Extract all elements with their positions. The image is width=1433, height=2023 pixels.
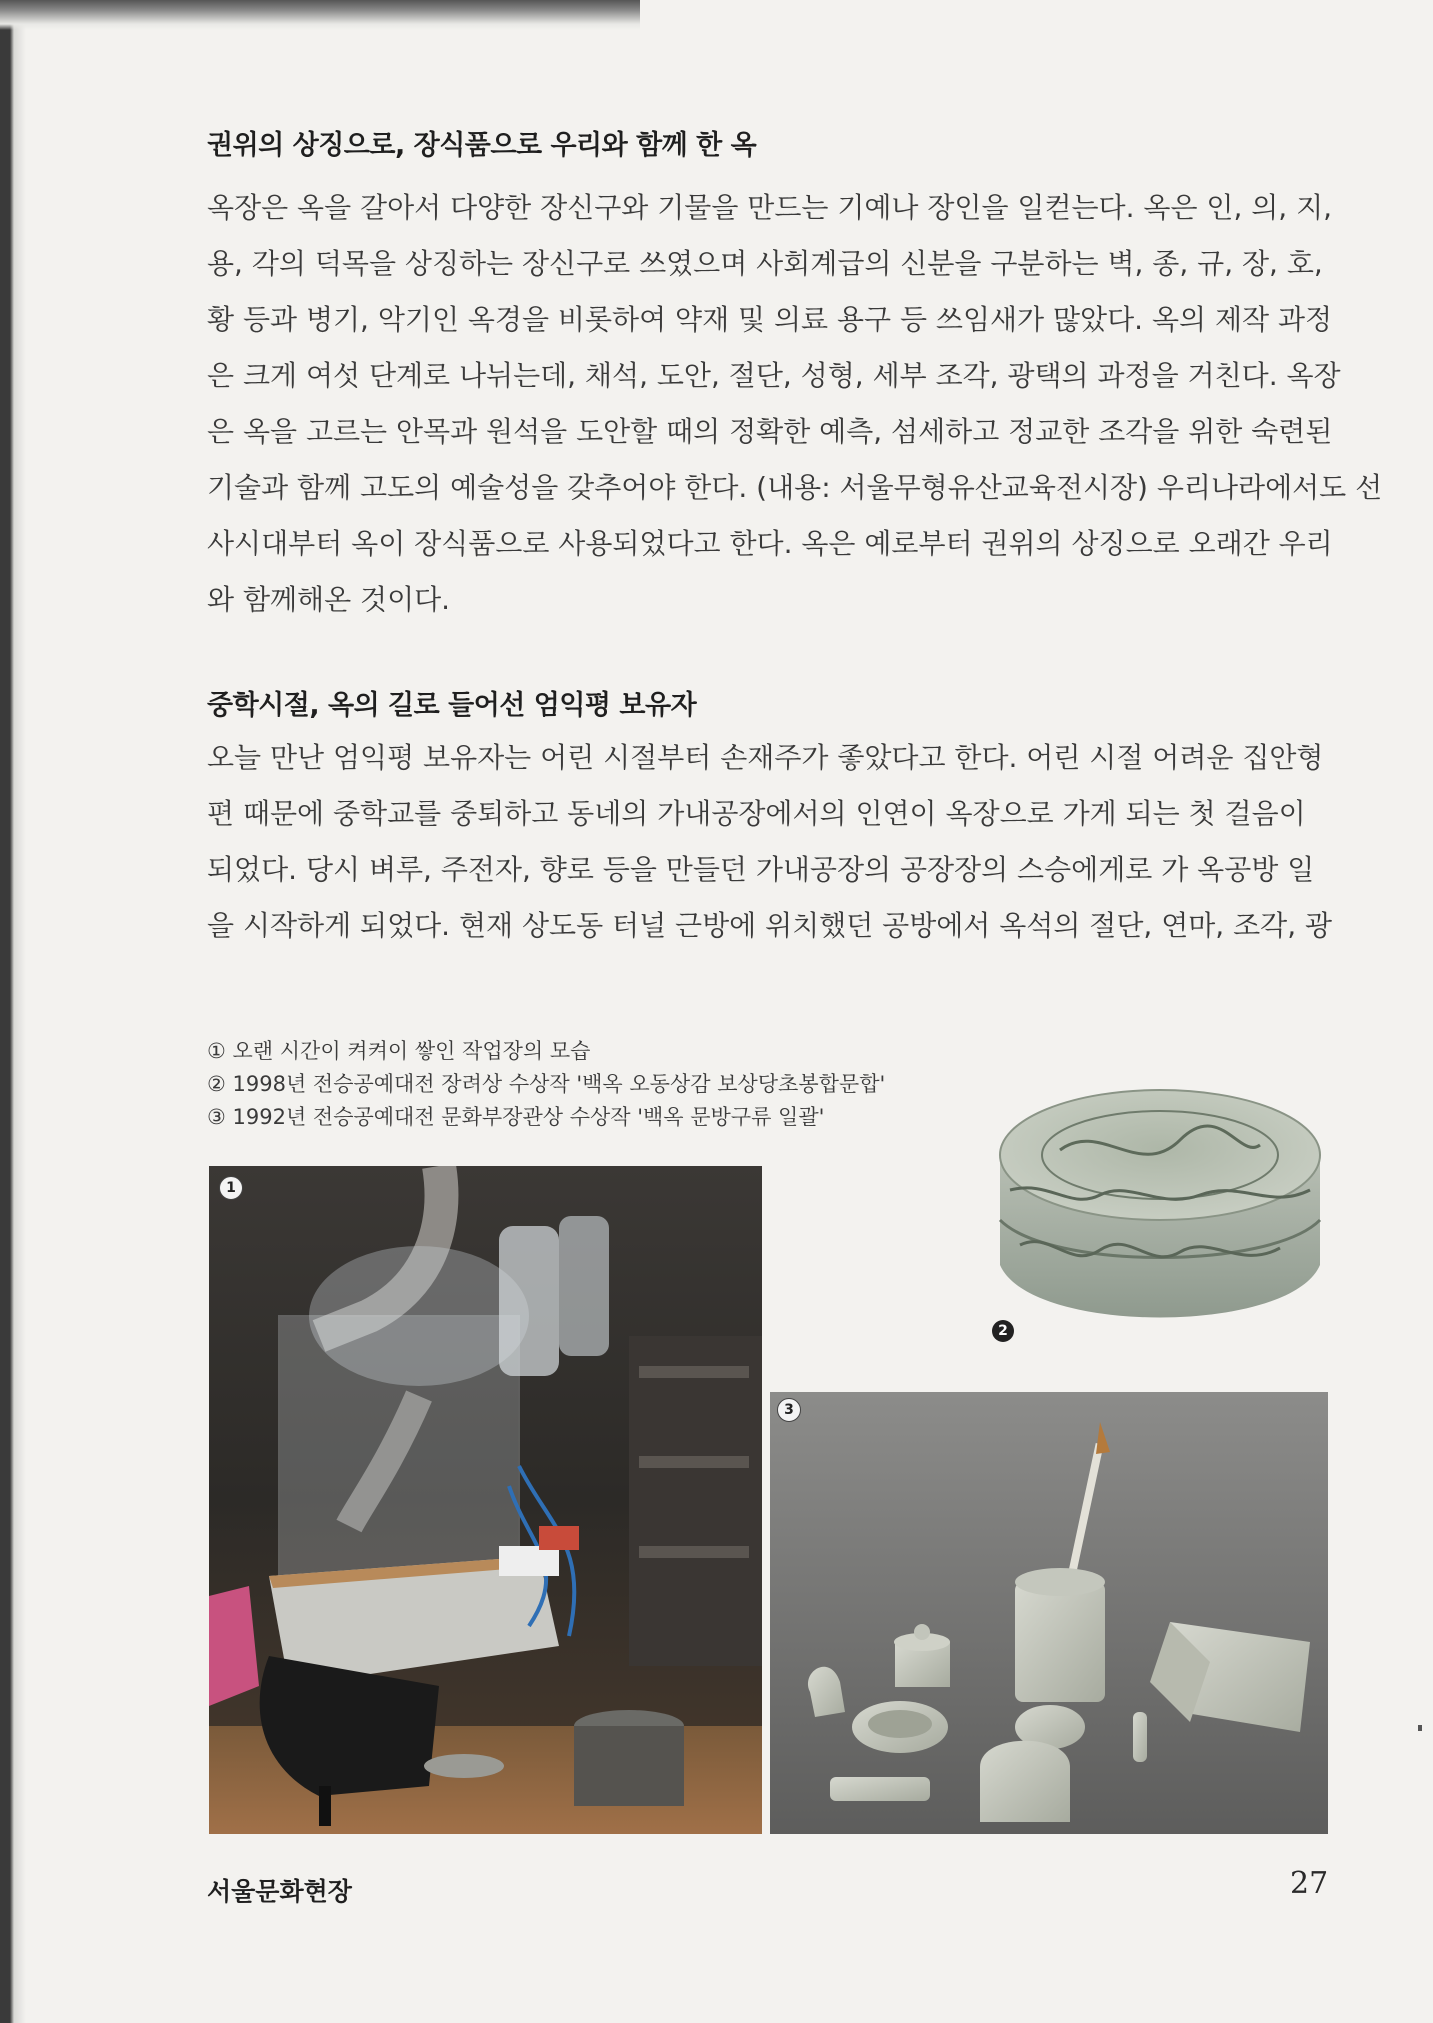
section1-body (207, 180, 1383, 628)
section1-line: 은 크게 여섯 단계로 나뉘는데, 채석, 도안, 절단, 성형, 세부 조각, 광택의 과정을 거친다. 옥장 (207, 359, 1341, 392)
jade-stationery-illustration (770, 1392, 1328, 1834)
section1-line: 기술과 함께 고도의 예술성을 갖추어야 한다. (내용: 서울무형유산교육전시장) 우리나라에서도 선 (207, 471, 1383, 504)
caption-1: ① 오랜 시간이 켜켜이 쌓인 작업장의 모습 (207, 1039, 591, 1063)
photo-jade-box (990, 1070, 1330, 1350)
photo-jade-stationery (770, 1392, 1328, 1834)
photo-captions (207, 1035, 885, 1134)
jade-box-illustration (990, 1070, 1330, 1350)
section2-heading: 중학시절, 옥의 길로 들어선 엄익평 보유자 (207, 690, 697, 721)
caption-2: ② 1998년 전승공예대전 장려상 수상작 '백옥 오동상감 보상당초봉합문합' (207, 1072, 886, 1096)
scan-speck (1418, 1725, 1422, 1731)
page-top-shadow (0, 0, 640, 30)
section2-line: 되었다. 당시 벼루, 주전자, 향로 등을 만들던 가내공장의 공장장의 스승에게로 가 옥공방 일 (207, 853, 1315, 886)
section2-line: 을 시작하게 되었다. 현재 상도동 터널 근방에 위치했던 공방에서 옥석의 절단, 연마, 조각, 광 (207, 909, 1333, 942)
photo3-badge: 3 (777, 1398, 801, 1422)
page-binding-edge (0, 0, 26, 2023)
section1-line: 황 등과 병기, 악기인 옥경을 비롯하여 약재 및 의료 용구 등 쓰임새가 많았다. 옥의 제작 과정 (207, 303, 1333, 336)
section1-line: 와 함께해온 것이다. (207, 583, 451, 616)
section2-line: 오늘 만난 엄익평 보유자는 어린 시절부터 손재주가 좋았다고 한다. 어린 시절 어려운 집안형 (207, 741, 1324, 774)
section1-heading: 권위의 상징으로, 장식품으로 우리와 함께 한 옥 (207, 130, 757, 161)
page-number: 27 (1290, 1866, 1329, 1901)
caption-3: ③ 1992년 전승공예대전 문화부장관상 수상작 '백옥 문방구류 일괄' (207, 1105, 825, 1129)
workshop-illustration (209, 1166, 762, 1834)
magazine-title: 서울문화현장 (207, 1877, 352, 1906)
photo2-badge: 2 (992, 1320, 1014, 1342)
section1-line: 은 옥을 고르는 안목과 원석을 도안할 때의 정확한 예측, 섬세하고 정교한 조각을 위한 숙련된 (207, 415, 1333, 448)
section1-line: 옥장은 옥을 갈아서 다양한 장신구와 기물을 만드는 기예나 장인을 일컫는다. 옥은 인, 의, 지, (207, 191, 1333, 224)
photo1-badge: 1 (219, 1176, 243, 1200)
section1-line: 사시대부터 옥이 장식품으로 사용되었다고 한다. 옥은 예로부터 권위의 상징으로 오래간 우리 (207, 527, 1333, 560)
section2-line: 편 때문에 중학교를 중퇴하고 동네의 가내공장에서의 인연이 옥장으로 가게 되는 첫 걸음이 (207, 797, 1306, 830)
photo-workshop (209, 1166, 762, 1834)
section2-body (207, 730, 1333, 954)
section1-line: 용, 각의 덕목을 상징하는 장신구로 쓰였으며 사회계급의 신분을 구분하는 벽, 종, 규, 장, 호, (207, 247, 1323, 280)
